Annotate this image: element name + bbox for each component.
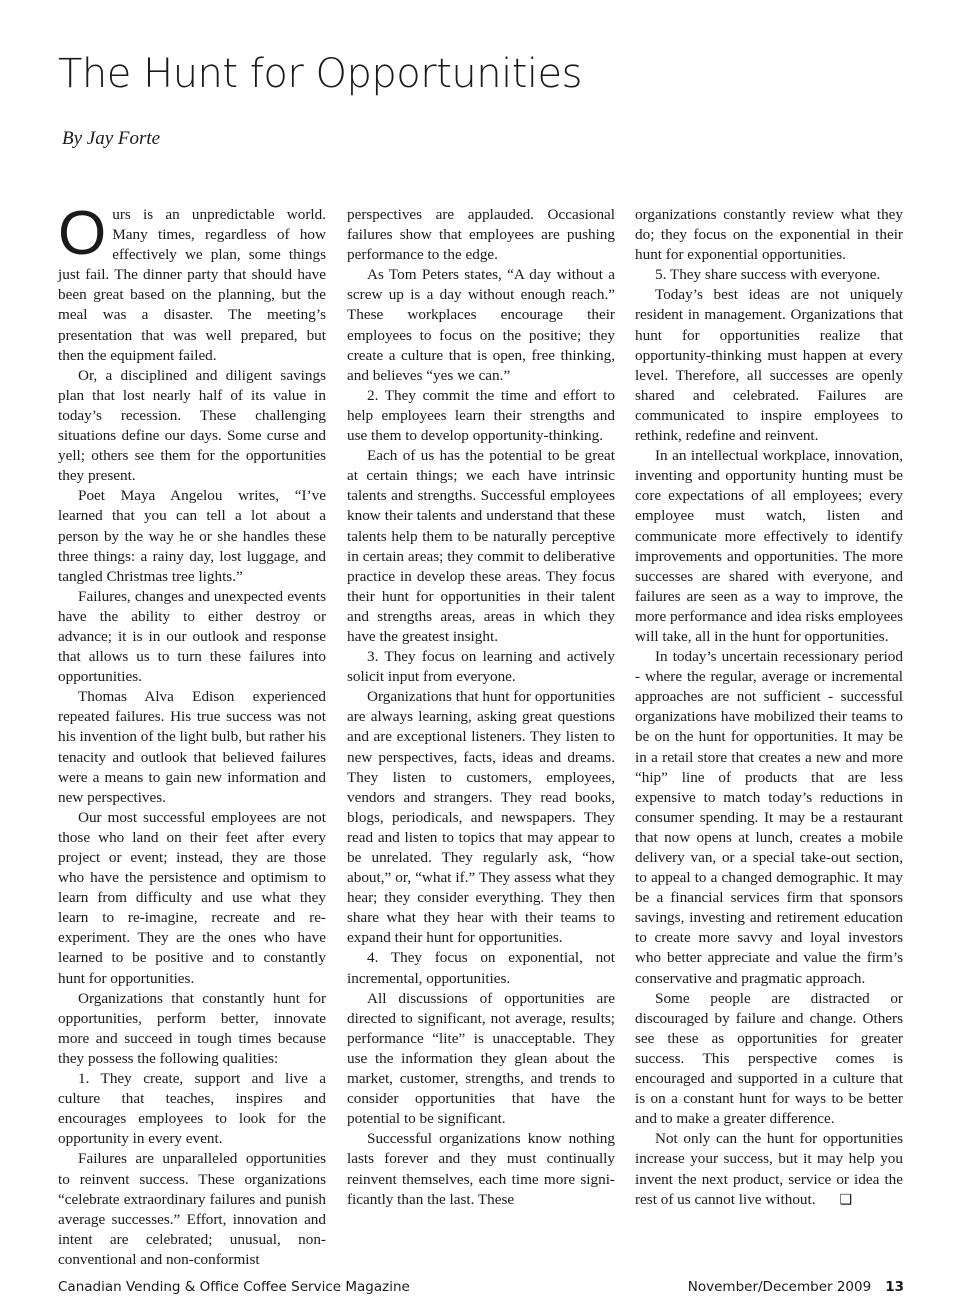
column-1 [58, 199, 326, 1268]
numbered-point: 2. They commit the time and effort to help employees learn their strengths and use them to develop opportunity-thinking. [347, 386, 615, 445]
issue-date: November/December 2009 [687, 1279, 872, 1295]
paragraph: All discussions of opportunities are directed to significant, not average, results; performance “lite” is unacceptable. They use the information they glean about the market, customer, strengths, and trends to consider opportunities that have the potential to be significant. [347, 989, 615, 1128]
paragraph: In an intellectual workplace, innovation, inventing and opportunity hunting must be core expectations of all employees; every employee must watch, listen and communicate more effectively to identify improvements and opportunities. The more successes are shared with everyone, and failures are seen as a way to improve, the more performance and idea risks employees will take, all in the hunt for opportunities. [635, 447, 903, 645]
drop-cap: O [58, 199, 107, 268]
paragraph: Organizations that hunt for opportunities are always learning, asking great questions and are exceptional listeners. They listen to new perspectives, facts, ideas and dreams. They listen to customers, employees, vendors and strangers. They read books, blogs, periodicals, and newspapers. They read and listen to topics that may appear to be unrelated. They regularly ask, “how about,” or, “what if.” They assess what they hear; they consider everything. They then share what they hear with their teams to expand their hunt for opportunities. [347, 688, 615, 947]
closing-paragraph [635, 1129, 903, 1209]
paragraph: Our most successful employees are not those who land on their feet after every project or event; instead, they are those who have the persistence and optimism to learn from difficulty and use what they learn to re-imagine, recreate and re-experiment. They are the ones who have learned to be positive and to constantly hunt for opportunities. [58, 808, 326, 987]
paragraph: Each of us has the potential to be great at certain things; we each have intrinsic talents and strengths. Successful employees know their talents and understand that these talents help them to be naturally perceptive in certain areas; they commit to deliberative practice in develop these areas. They focus their hunt for opportunities in their talent and strengths areas, areas in which they have the greatest insight. [347, 447, 615, 645]
continued-paragraph: organizations constantly review what they do; they focus on the exponential in their hunt for exponential opportunities. [635, 206, 903, 264]
paragraph: Poet Maya Angelou writes, “I’ve learned that you can tell a lot about a person by the way he or she handles these three things: a rainy day, lost luggage, and tangled Christmas tree lights.” [58, 487, 326, 585]
paragraph: Successful organizations know nothing lasts forever and they must continually reinvent themselves, each time more signi-ficantly than the last. These [347, 1130, 615, 1208]
paragraph: In today’s uncertain recessionary period - where the regular, average or incremental approaches are not sufficient - successful organizations have mobilized their teams to be on the hunt for opportunities. It may be in a retail store that creates a new and more “hip” line of products that are less expensive to match today’s reductions in consumer spending. It may be a restaurant that now opens at lunch, creates a mobile delivery van, or a special take-out section, to appeal to a changed demographic. It may be a financial services firm that sponsors savings, investing and retirement education to create more savvy and loyal investors who better appreciate and value the firm’s conservative and pragmatic approach. [635, 648, 903, 987]
numbered-point: 3. They focus on learning and actively solicit input from everyone. [347, 648, 615, 686]
end-mark-icon: ❑ [839, 1191, 853, 1208]
issue-info [688, 1279, 904, 1295]
byline: By Jay Forte [62, 128, 161, 149]
opening-text: urs is an unpredictable world. Many times, regardless of how effectively we plan, some things just fail. The dinner party that should have been great based on the planning, but the meal was a disaster. The meeting’s presentation that was well prepared, but then the equipment failed. [58, 206, 326, 364]
paragraph: Failures, changes and unexpected events have the ability to either destroy or advance; it is in our outlook and response that allows us to turn these failures into opportunities. [58, 587, 326, 686]
paragraph: Today’s best ideas are not uniquely resident in management. Organizations that hunt for opportunities realize that opportunity-thinking must happen at every level. Therefore, all successes are openly shared and celebrated. Failures are communicated to inspire employees to rethink, redefine and reinvent. [635, 286, 903, 445]
paragraph: Failures are unparalleled opportunities to reinvent success. These organizations “celebrate extraordinary failures and punish average successes.” Effort, innovation and intent are celebrated; unusual, non-conventional and non-conformist [58, 1150, 326, 1268]
numbered-point: 4. They focus on exponential, not incremental, opportunities. [347, 949, 615, 987]
paragraph: Thomas Alva Edison experienced repeated failures. His true success was not his invention of the light bulb, but rather his tenacity and outlook that believed failures were a means to gain new information and new perspectives. [58, 688, 326, 806]
column-3 [635, 205, 903, 1253]
page-footer [58, 1279, 904, 1299]
paragraph: Or, a disciplined and diligent savings plan that lost nearly half of its value in today’s recession. These challenging situations define our days. Some curse and yell; others see them for the opportunities they present. [58, 366, 326, 485]
magazine-name: Canadian Vending & Office Coffee Service Magazine [58, 1279, 410, 1295]
opening-paragraph [58, 199, 326, 366]
numbered-point: 5. They share success with everyone. [655, 266, 881, 284]
column-2 [347, 205, 615, 1253]
paragraph: As Tom Peters states, “A day without a screw up is a day without enough reach.” These workplaces encourage their employees to focus on the positive; they create a culture that is open, free thinking, and believes “yes we can.” [347, 266, 615, 384]
article-title: The Hunt for Opportunities [58, 51, 582, 97]
page-number: 13 [885, 1279, 904, 1295]
closing-text: Not only can the hunt for opportunities increase your success, but it may help you invent the next product, service or idea the rest of us cannot live without. [635, 1130, 903, 1208]
numbered-point: 1. They create, support and live a culture that teaches, inspires and encourages employees to look for the opportunity in every event. [58, 1070, 326, 1148]
paragraph: Some people are distracted or discouraged by failure and change. Others see these as opportunities for greater success. This perspective comes is encouraged and supported in a culture that is on a constant hunt for ways to be better and to make a greater difference. [635, 989, 903, 1128]
continued-paragraph: perspectives are applauded. Occasional failures show that employees are pushing performance to the edge. [347, 206, 615, 264]
paragraph: Organizations that constantly hunt for opportunities, perform better, innovate more and succeed in tough times because they possess the following qualities: [58, 989, 326, 1067]
